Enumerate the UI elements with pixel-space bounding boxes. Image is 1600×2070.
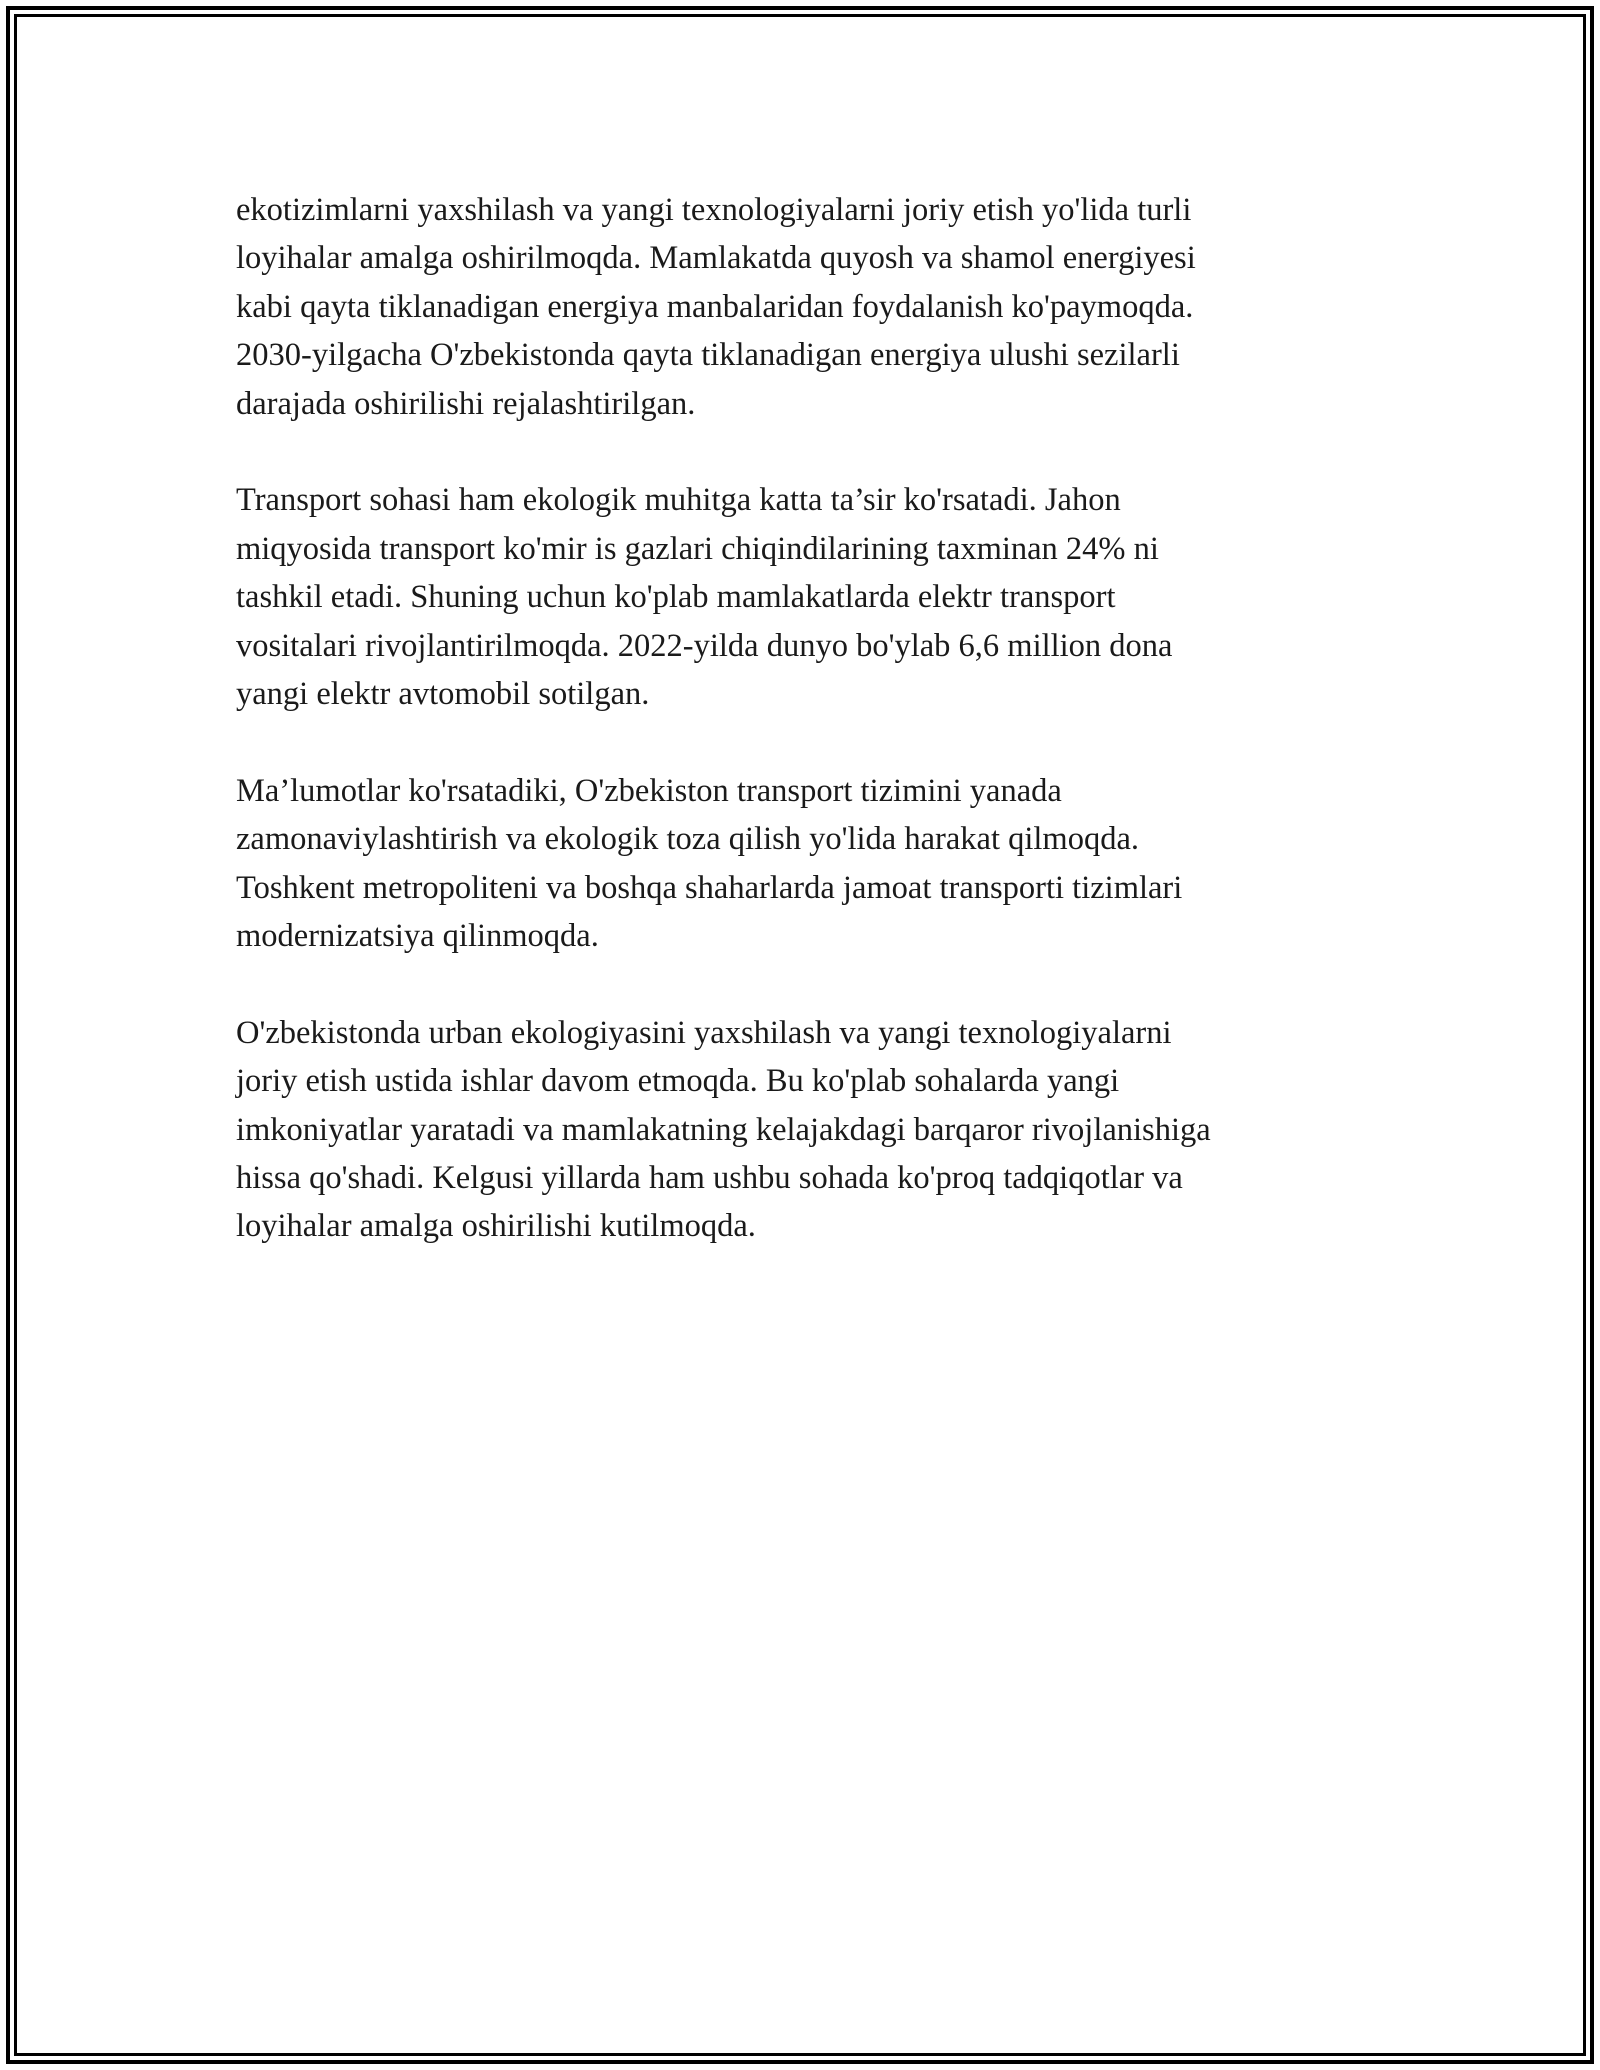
text-line: loyihalar amalga oshirilishi kutilmoqda.	[236, 1208, 756, 1245]
paragraph-transport-emissions	[236, 476, 1366, 718]
text-line: Toshkent metropoliteni va boshqa shaharlarda jamoat transporti tizimlari	[236, 869, 1183, 906]
paragraph-urban-ecology	[236, 1009, 1366, 1251]
text-line: loyihalar amalga oshirilmoqda. Mamlakatda quyosh va shamol energiyesi	[236, 240, 1196, 277]
text-line: 2030-yilgacha O'zbekistonda qayta tiklanadigan energiya ulushi sezilarli	[236, 337, 1180, 374]
text-line: kabi qayta tiklanadigan energiya manbalaridan foydalanish ko'paymoqda.	[236, 288, 1194, 325]
text-line: imkoniyatlar yaratadi va mamlakatning kelajakdagi barqaror rivojlanishiga	[236, 1111, 1211, 1148]
paragraph-renewable-energy	[236, 186, 1366, 428]
text-line: modernizatsiya qilinmoqda.	[236, 918, 599, 955]
text-line: yangi elektr avtomobil sotilgan.	[236, 676, 650, 713]
text-line: vositalari rivojlantirilmoqda. 2022-yilda dunyo bo'ylab 6,6 million dona	[236, 627, 1173, 664]
paragraph-uzbekistan-transport	[236, 767, 1366, 961]
text-line: Ma’lumotlar ko'rsatadiki, O'zbekiston transport tizimini yanada	[236, 772, 1062, 809]
text-line: O'zbekistonda urban ekologiyasini yaxshilash va yangi texnologiyalarni	[236, 1014, 1172, 1051]
document-body	[236, 186, 1366, 1299]
text-line: miqyosida transport ko'mir is gazlari chiqindilarining taxminan 24% ni	[236, 530, 1159, 567]
text-line: ekotizimlarni yaxshilash va yangi texnologiyalarni joriy etish yo'lida turli	[236, 192, 1192, 228]
text-line: zamonaviylashtirish va ekologik toza qilish yo'lida harakat qilmoqda.	[236, 821, 1140, 858]
text-line: darajada oshirilishi rejalashtirilgan.	[236, 385, 696, 422]
text-line: joriy etish ustida ishlar davom etmoqda. Bu ko'plab sohalarda yangi	[236, 1063, 1120, 1100]
text-line: Transport sohasi ham ekologik muhitga katta ta’sir ko'rsatadi. Jahon	[236, 482, 1121, 519]
text-line: hissa qo'shadi. Kelgusi yillarda ham ushbu sohada ko'proq tadqiqotlar va	[236, 1160, 1183, 1197]
text-line: tashkil etadi. Shuning uchun ko'plab mamlakatlarda elektr transport	[236, 579, 1116, 616]
